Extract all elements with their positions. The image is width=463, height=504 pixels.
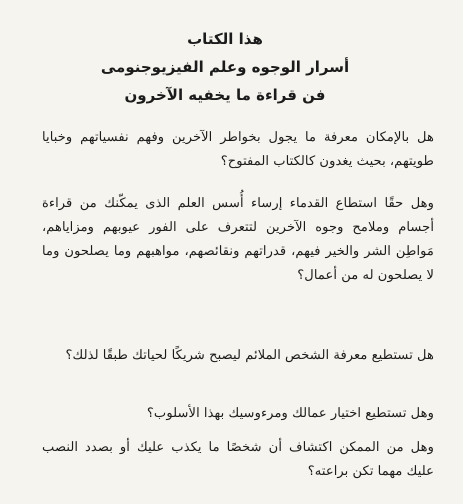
paragraph-1: هل بالإمكان معرفة ما يجول بخواطر الآخرين وفهم نفسياتهم وخبايا طويتهم، بحيث يغدون كالكتاب المفتوح؟ [42, 130, 434, 169]
section-kicker: هذا الكتاب [187, 30, 263, 48]
book-subtitle: فن قراءة ما يخفيه الآخرون [124, 86, 326, 104]
paragraph-4: وهل تستطيع اختيار عمالك ومرءوسيك بهذا الأسلوب؟ [146, 406, 434, 421]
paragraph-2: وهل حقًا استطاع القدماء إرساء أُسس العلم الذى يمكّنك من قراءة أجسام وملامح وجوه الآخرين لتتعرف على الفور عيوبهم ومزاياهم، مَواطِن الشر والخير فيهم، قدراتهم ونقائصهم، مواهبهم وما يصلحون وما لا يصلحون له من أعمال؟ [42, 196, 434, 283]
book-title: أسرار الوجوه وعلم الفيزيوجنومى [100, 58, 350, 76]
paragraph-5: وهل من الممكن اكتشاف أن شخصًا ما يكذب عليك أو بصدد النصب عليك مهما تكن براعته؟ [42, 440, 434, 479]
paragraph-3: هل تستطيع معرفة الشخص الملائم ليصبح شريكًا لحياتك طبقًا لذلك؟ [65, 348, 434, 363]
